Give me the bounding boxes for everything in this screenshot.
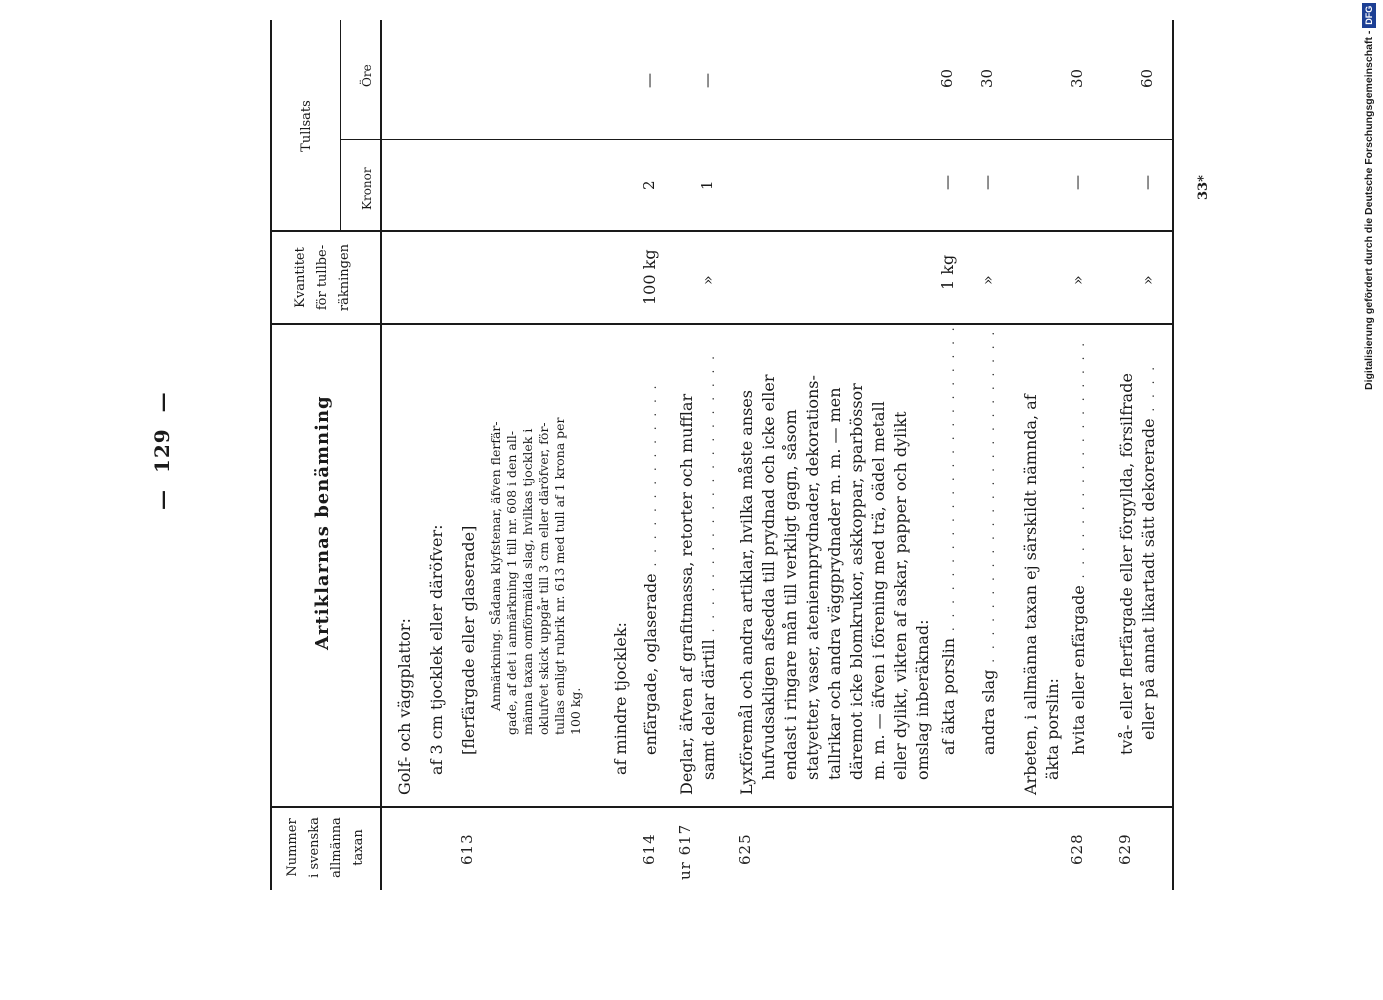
row-kronor-614: 2 [640,180,658,190]
row-qty-629: » [1138,275,1157,285]
row-number-617: ur 617 [676,823,694,880]
row-text-625: Lyxföremål och andra artiklar, hvilka måste anses [737,389,756,795]
row-text-613: [flerfärgade eller glaserade] [459,525,478,755]
header-quantity: Kvantitet för tullbe- räkningen [293,243,352,312]
row-kronor-629: — [1138,175,1156,190]
row-number-613: 613 [458,833,476,865]
row-text-614: enfärgade, oglaserade . . . . . . . . . . . . . . [641,382,660,755]
row-qty-628: » [1068,275,1087,285]
page-number: — 129 — [150,391,174,510]
row-text-628: hvita eller enfärgade . . . . . . . . . . . . . . . . . . [1069,339,1088,755]
table-header-bottom [380,20,382,890]
row-number-614: 614 [640,833,658,865]
row-ore-628: 30 [1068,68,1086,88]
row-qty-617: » [698,275,717,285]
anmarkning-block: Anmärkning. Sådana klyfstenar, äfven flerfär- gade, af det i anmärkning 1 till nr. 608 i den all- männa taxan omförmälda slag, hvilkas tjocklek i oklufvet skick uppgår till 3 cm eller däröfver, för- tullas enligt rubrik nr. 613 med tull af 1 krona per 100 kg. [488,417,583,735]
header-article-name: Artiklarnas benämning [312,395,333,650]
rate-header-divider [340,20,341,232]
col-divider-number [270,806,1174,808]
row-ore-porcelain: 60 [938,68,956,88]
col-divider-rate [270,230,1174,232]
row-number-625: 625 [736,833,754,865]
row-kronor-617: 1 [698,180,716,190]
header-ore: Öre [360,64,374,87]
row-kronor-628: — [1068,175,1086,190]
digitization-text: Digitalisierung gefördert durch die Deutsche Forschungsgemeinschaft - [1363,30,1375,390]
row-text-617: Deglar, äfven af grafitmassa, retorter och mufflar [677,393,696,795]
header-rate: Tullsats [299,100,314,152]
row-text-arbeten-line2: äkta porslin: [1043,678,1062,780]
col-divider-qty [270,323,1174,325]
digitization-note [1358,5,1380,390]
row-text-porcelain: af äkta porslin . . . . . . . . . . . . . . . . . . . . . . . [939,324,958,755]
row-ore-other: 30 [978,68,996,88]
luxury-description-block: hufvudsakligen afsedda till prydnad och icke eller endast i ringare mån till verkligt gagn, såsom statyetter, vaser, ateniennprydnader, dekorations- tallrikar och andra väggprydnader m. m. — men däremot icke blomkrukor, askkoppar, sparbössor m. m. — äfven i förening med trä, oädel metall eller dylikt, vikten af askar, papper och dylikt omslag inberäknad: [759,374,932,780]
signature-mark: 33* [1196,175,1211,200]
row-text-other: andra slag . . . . . . . . . . . . . . . . . . . . . . . . . [979,328,998,755]
header-kronor: Kronor [360,167,374,210]
row-text-arbeten: Arbeten, i allmänna taxan ej särskildt nämnda, af [1021,394,1040,795]
row-kronor-porcelain: — [938,175,956,190]
table-top-border [270,20,272,890]
row-ore-614: — [640,73,658,88]
header-number: Nummer i svenska allmänna taxan [285,817,366,878]
row-number-629: 629 [1116,833,1134,865]
row-ore-629: 60 [1138,68,1156,88]
row-text-thinner: af mindre tjocklek: [611,622,630,775]
rotated-page [0,20,1383,980]
row-text-thick: af 3 cm tjocklek eller däröfver: [427,524,446,775]
row-text-629: två- eller flerfärgade eller förgyllda, försilfrade [1117,373,1136,755]
row-kronor-other: — [978,175,996,190]
table-bottom-border [1172,20,1174,890]
row-qty-other: » [978,275,997,285]
row-qty-614: 100 kg [640,249,659,305]
col-divider-ore [340,139,1172,140]
row-qty-porcelain: 1 kg [938,254,957,290]
row-text-617-line2: samt delar därtill . . . . . . . . . . . . . . . . . . . . . [699,353,718,780]
row-ore-617: — [698,73,716,88]
row-text-629-line2: eller på annat likartadt sätt dekorerade . . . . [1139,363,1158,740]
dfg-logo: DFG [1362,3,1376,28]
row-number-628: 628 [1068,833,1086,865]
row-text-golf-heading: Golf- och väggplattor: [395,618,414,795]
